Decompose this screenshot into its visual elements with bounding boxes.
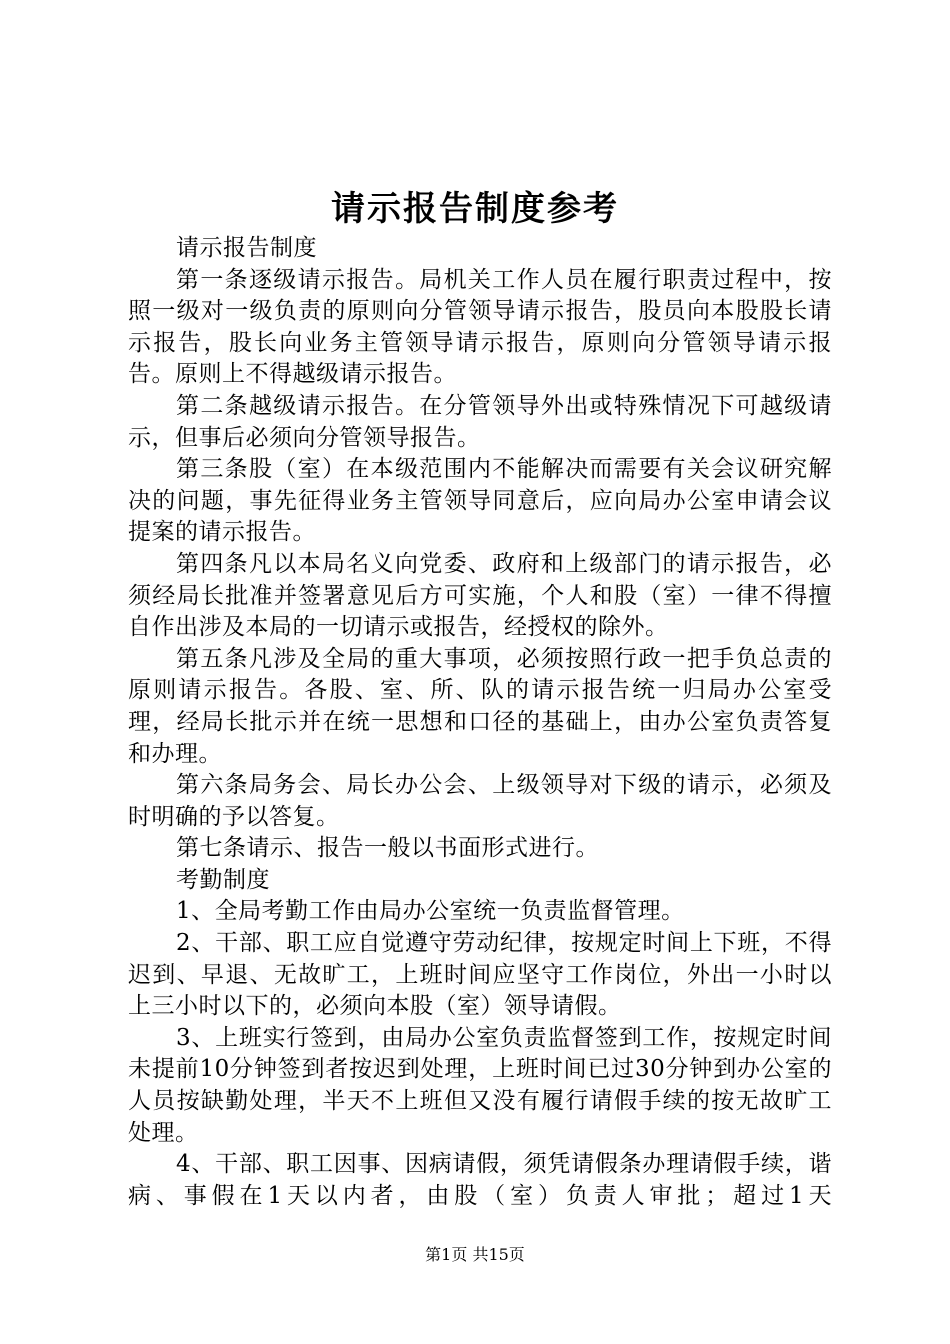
paragraph-article-1: 第一条逐级请示报告。局机关工作人员在履行职责过程中，按照一级对一级负责的原则向分管领导请示报告，股员向本股股长请示报告，股长向业务主管领导请示报告，原则向分管领导请示报告。原则上不得越级请示报告。 [128, 266, 832, 388]
paragraph-article-4: 第四条凡以本局名义向党委、政府和上级部门的请示报告，必须经局长批准并签署意见后方可实施，个人和股（室）一律不得擅自作出涉及本局的一切请示或报告，经授权的除外。 [128, 550, 832, 641]
paragraph-attendance-1: 1、全局考勤工作由局办公室统一负责监督管理。 [176, 898, 685, 925]
document-title: 请示报告制度参考 [331, 189, 619, 229]
page-number-footer: 第1页 共15页 [425, 1245, 525, 1264]
paragraph-article-6: 第六条局务会、局长办公会、上级领导对下级的请示，必须及时明确的予以答复。 [128, 772, 832, 830]
paragraph-attendance-4: 4、干部、职工因事、因病请假，须凭请假条办理请假手续，谐病、事假在1天以内者，由股（室）负责人审批；超过1天 [128, 1151, 832, 1209]
paragraph-article-3: 第三条股（室）在本级范围内不能解决而需要有关会议研究解决的问题，事先征得业务主管领导同意后，应向局办公室申请会议提案的请示报告。 [128, 456, 832, 546]
section-heading-attendance: 考勤制度 [176, 866, 270, 893]
paragraph-article-5: 第五条凡涉及全局的重大事项，必须按照行政一把手负总责的原则请示报告。各股、室、所、队的请示报告统一归局办公室受理，经局长批示并在统一思想和口径的基础上，由办公室负责答复和办理。 [128, 645, 832, 767]
document-body [128, 233, 832, 1212]
section-heading-report: 请示报告制度 [176, 235, 317, 261]
paragraph-attendance-3: 3、上班实行签到，由局办公室负责监督签到工作，按规定时间未提前10分钟签到者按迟到处理，上班时间已过30分钟到办公室的人员按缺勤处理，半天不上班但又没有履行请假手续的按无故旷工处理。 [128, 1024, 832, 1146]
paragraph-article-2: 第二条越级请示报告。在分管领导外出或特殊情况下可越级请示，但事后必须向分管领导报告。 [128, 392, 832, 451]
paragraph-attendance-2: 2、干部、职工应自觉遵守劳动纪律，按规定时间上下班，不得迟到、早退、无故旷工，上班时间应坚守工作岗位，外出一小时以上三小时以下的，必须向本股（室）领导请假。 [128, 930, 832, 1020]
paragraph-article-7: 第七条请示、报告一般以书面形式进行。 [176, 835, 599, 862]
